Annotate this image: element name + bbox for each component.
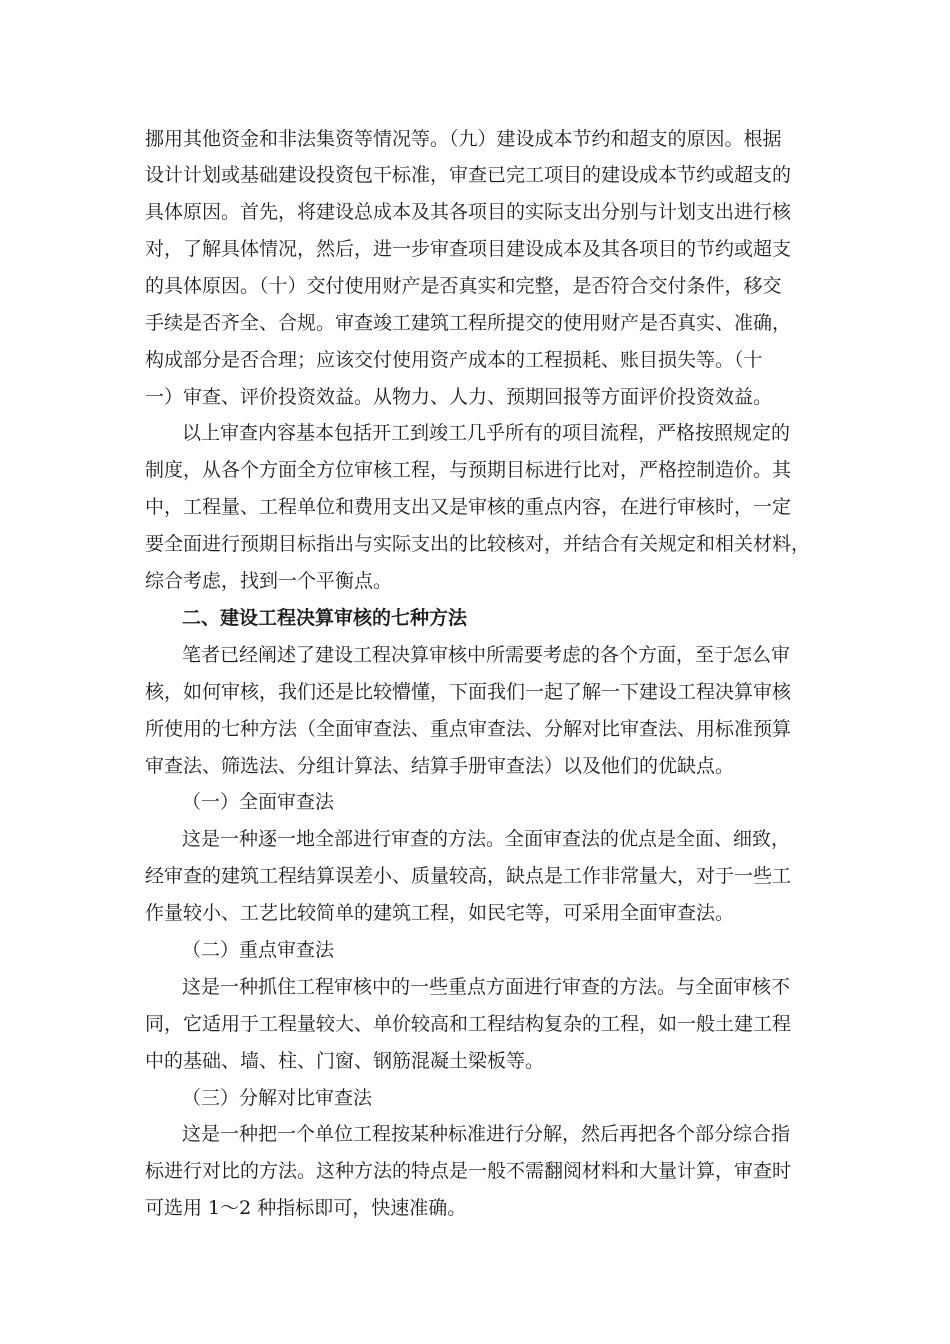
- text-line: 构成部分是否合理；应该交付使用资产成本的工程损耗、账目损失等。（十: [145, 349, 763, 371]
- text-line: 对，了解具体情况，然后，进一步审查项目建设成本及其各项目的节约或超支: [145, 238, 792, 260]
- paragraph-first-line: 笔者已经阐述了建设工程决算审核中所需要考虑的各个方面，至于怎么审: [182, 644, 791, 666]
- text-line: 设计计划或基础建设投资包干标准，审查已完工项目的建设成本节约或超支的: [145, 164, 792, 186]
- subsection-heading: （一）全面审查法: [182, 791, 335, 813]
- text-line: 审查法、筛选法、分组计算法、结算手册审查法）以及他们的优缺点。: [145, 755, 735, 777]
- text-line: 制度，从各个方面全方位审核工程，与预期目标进行比对，严格控制造价。其: [145, 459, 792, 481]
- paragraph-first-line: 这是一种抓住工程审核中的一些重点方面进行审查的方法。与全面审核不: [182, 976, 791, 998]
- text-line: 核，如何审核，我们还是比较懵懂，下面我们一起了解一下建设工程决算审核: [145, 681, 792, 703]
- subsection-heading: （二）重点审查法: [182, 939, 335, 961]
- text-line: 一）审查、评价投资效益。从物力、人力、预期回报等方面评价投资效益。: [145, 386, 773, 408]
- text-line: 综合考虑，找到一个平衡点。: [145, 570, 393, 592]
- text-line: 经审查的建筑工程结算误差小、质量较高，缺点是工作非常量大，对于一些工: [145, 865, 792, 887]
- text-line: 所使用的七种方法（全面审查法、重点审查法、分解对比审查法、用标准预算: [145, 718, 792, 740]
- paragraph-first-line: 这是一种把一个单位工程按某种标准进行分解，然后再把各个部分综合指: [182, 1123, 791, 1145]
- text-line: 中的基础、墙、柱、门窗、钢筋混凝土梁板等。: [145, 1050, 545, 1072]
- text-line: 同，它适用于工程量较大、单价较高和工程结构复杂的工程，如一般土建工程: [145, 1013, 792, 1035]
- text-line: 手续是否齐全、合规。审查竣工建筑工程所提交的使用财产是否真实、准确，: [145, 312, 792, 334]
- text-line: 标进行对比的方法。这种方法的特点是一般不需翻阅材料和大量计算，审查时: [145, 1160, 792, 1182]
- section-heading: 二、建设工程决算审核的七种方法: [182, 607, 468, 629]
- paragraph-first-line: 这是一种逐一地全部进行审查的方法。全面审查法的优点是全面、细致，: [182, 828, 791, 850]
- paragraph-first-line: 以上审查内容基本包括开工到竣工几乎所有的项目流程，严格按照规定的: [182, 422, 791, 444]
- text-line: 要全面进行预期目标指出与实际支出的比较核对，并结合有关规定和相关材料，: [145, 533, 811, 555]
- text-line: 可选用 1～2 种指标即可，快速准确。: [145, 1197, 467, 1219]
- text-line: 挪用其他资金和非法集资等情况等。（九）建设成本节约和超支的原因。根据: [145, 128, 782, 150]
- text-line: 中，工程量、工程单位和费用支出又是审核的重点内容，在进行审核时，一定: [145, 496, 792, 518]
- subsection-heading: （三）分解对比审查法: [182, 1087, 373, 1109]
- text-line: 具体原因。首先，将建设总成本及其各项目的实际支出分别与计划支出进行核: [145, 201, 792, 223]
- text-line: 作量较小、工艺比较简单的建筑工程，如民宅等，可采用全面审查法。: [145, 902, 735, 924]
- text-line: 的具体原因。（十）交付使用财产是否真实和完整，是否符合交付条件，移交: [145, 275, 782, 297]
